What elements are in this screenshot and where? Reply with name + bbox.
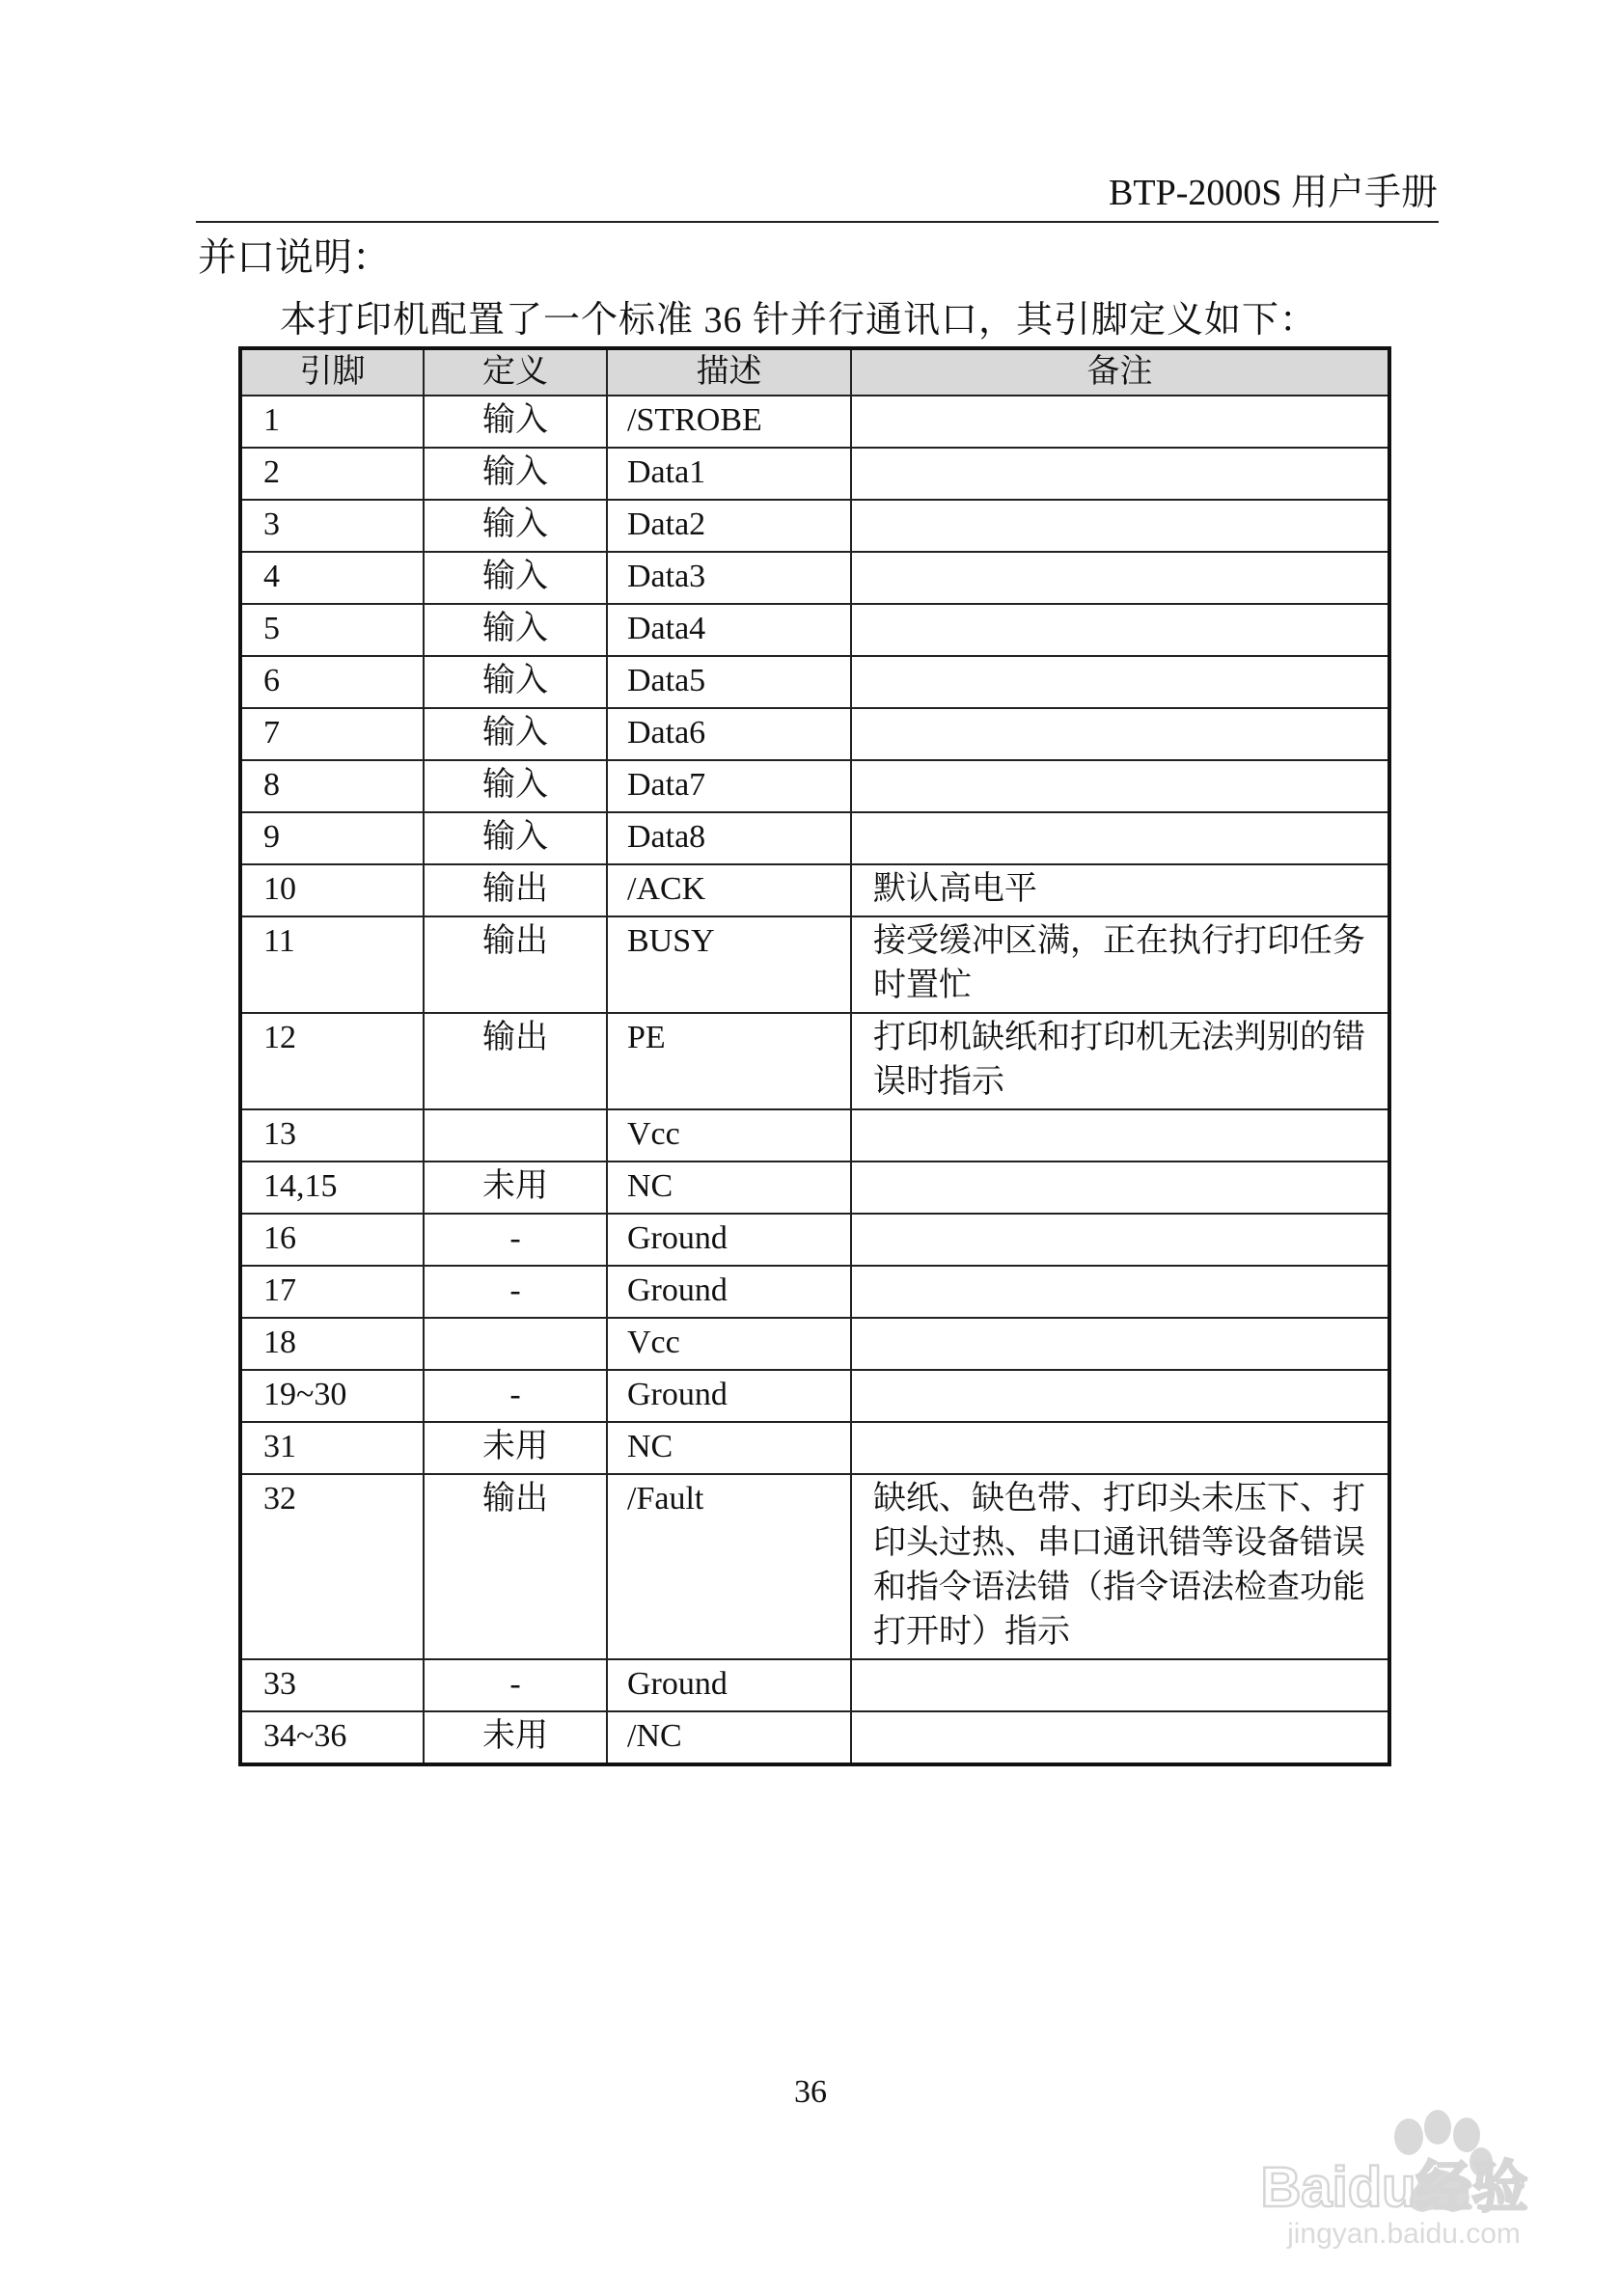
cell-note (851, 1711, 1389, 1764)
table-row (240, 1266, 1389, 1318)
table-row (240, 1318, 1389, 1370)
cell-note (851, 1318, 1389, 1370)
cell-pin: 16 (240, 1214, 424, 1266)
cell-description: Ground (607, 1214, 851, 1266)
table-row (240, 1162, 1389, 1214)
table-row (240, 1659, 1389, 1711)
cell-pin: 14,15 (240, 1162, 424, 1214)
cell-description: Vcc (607, 1109, 851, 1162)
table-row (240, 448, 1389, 500)
watermark-url: jingyan.baidu.com (1287, 2218, 1521, 2250)
page-number: 36 (794, 2074, 827, 2110)
cell-note (851, 1109, 1389, 1162)
cell-note (851, 812, 1389, 864)
cell-description: Data1 (607, 448, 851, 500)
cell-pin: 32 (240, 1474, 424, 1659)
cell-pin: 19~30 (240, 1370, 424, 1422)
table-header-row (240, 348, 1389, 396)
cell-description: /ACK (607, 864, 851, 916)
cell-note (851, 396, 1389, 448)
section-title: 并口说明： (198, 235, 391, 279)
cell-pin: 31 (240, 1422, 424, 1474)
cell-pin: 34~36 (240, 1711, 424, 1764)
cell-description: Vcc (607, 1318, 851, 1370)
cell-pin: 9 (240, 812, 424, 864)
header-description: 描述 (607, 348, 851, 396)
cell-pin: 11 (240, 916, 424, 1013)
table-row (240, 1474, 1389, 1659)
cell-note: 打印机缺纸和打印机无法判别的错误时指示 (851, 1013, 1389, 1109)
cell-description: Data6 (607, 708, 851, 760)
cell-note (851, 1214, 1389, 1266)
table-row (240, 812, 1389, 864)
cell-pin: 6 (240, 656, 424, 708)
header-pin: 引脚 (240, 348, 424, 396)
cell-pin: 2 (240, 448, 424, 500)
cell-description: Data8 (607, 812, 851, 864)
table-row (240, 396, 1389, 448)
cell-pin: 7 (240, 708, 424, 760)
cell-description: /STROBE (607, 396, 851, 448)
cell-note (851, 1370, 1389, 1422)
table-row (240, 1214, 1389, 1266)
cell-pin: 1 (240, 396, 424, 448)
header-note: 备注 (851, 348, 1389, 396)
cell-note (851, 760, 1389, 812)
baidu-jingyan-watermark (1240, 2098, 1558, 2253)
cell-description: Ground (607, 1370, 851, 1422)
cell-note (851, 1659, 1389, 1711)
cell-definition: 未用 (424, 1422, 607, 1474)
cell-note (851, 708, 1389, 760)
cell-description: /Fault (607, 1474, 851, 1659)
table-row (240, 552, 1389, 604)
intro-paragraph: 本打印机配置了一个标准 36 针并行通讯口，其引脚定义如下： (280, 300, 1318, 341)
cell-description: PE (607, 1013, 851, 1109)
cell-pin: 4 (240, 552, 424, 604)
cell-definition: 未用 (424, 1711, 607, 1764)
table-row (240, 760, 1389, 812)
cell-definition: 输入 (424, 812, 607, 864)
table-row (240, 1422, 1389, 1474)
cell-description: Data7 (607, 760, 851, 812)
cell-description: NC (607, 1422, 851, 1474)
cell-note (851, 656, 1389, 708)
cell-note (851, 604, 1389, 656)
table-row (240, 708, 1389, 760)
table-row (240, 1370, 1389, 1422)
cell-pin: 5 (240, 604, 424, 656)
cell-description: BUSY (607, 916, 851, 1013)
cell-pin: 12 (240, 1013, 424, 1109)
cell-pin: 8 (240, 760, 424, 812)
cell-definition: 输出 (424, 916, 607, 1013)
cell-pin: 33 (240, 1659, 424, 1711)
cell-description: NC (607, 1162, 851, 1214)
cell-description: Ground (607, 1659, 851, 1711)
cell-description: Data3 (607, 552, 851, 604)
header-divider (196, 221, 1439, 223)
table-row (240, 1109, 1389, 1162)
cell-definition: - (424, 1214, 607, 1266)
cell-definition: 输出 (424, 864, 607, 916)
cell-definition: 输入 (424, 500, 607, 552)
cell-definition: 未用 (424, 1162, 607, 1214)
cell-definition: - (424, 1370, 607, 1422)
table-body (240, 396, 1389, 1764)
cell-pin: 17 (240, 1266, 424, 1318)
cell-definition: 输入 (424, 656, 607, 708)
cell-note (851, 1266, 1389, 1318)
cell-description: Data2 (607, 500, 851, 552)
cell-definition: - (424, 1659, 607, 1711)
cell-description: Ground (607, 1266, 851, 1318)
cell-definition: 输入 (424, 760, 607, 812)
table-row (240, 864, 1389, 916)
cell-note: 缺纸、缺色带、打印头未压下、打印头过热、串口通讯错等设备错误和指令语法错（指令语法检查功能打开时）指示 (851, 1474, 1389, 1659)
table-row (240, 604, 1389, 656)
header-definition: 定义 (424, 348, 607, 396)
cell-definition (424, 1318, 607, 1370)
header-title: BTP-2000S 用户手册 (1109, 173, 1438, 213)
cell-description: Data5 (607, 656, 851, 708)
cell-description: /NC (607, 1711, 851, 1764)
cell-definition: 输入 (424, 396, 607, 448)
cell-definition: 输出 (424, 1013, 607, 1109)
cell-definition (424, 1109, 607, 1162)
cell-definition: 输入 (424, 604, 607, 656)
pin-definition-table (238, 346, 1391, 1766)
cell-note: 接受缓冲区满，正在执行打印任务时置忙 (851, 916, 1389, 1013)
cell-note (851, 1422, 1389, 1474)
watermark-brand: Baidu经验 (1260, 2156, 1528, 2219)
cell-definition: 输出 (424, 1474, 607, 1659)
cell-note (851, 552, 1389, 604)
cell-pin: 18 (240, 1318, 424, 1370)
table-row (240, 1711, 1389, 1764)
cell-definition: - (424, 1266, 607, 1318)
cell-note (851, 448, 1389, 500)
cell-pin: 10 (240, 864, 424, 916)
cell-definition: 输入 (424, 448, 607, 500)
cell-note (851, 1162, 1389, 1214)
table-row (240, 916, 1389, 1013)
cell-pin: 3 (240, 500, 424, 552)
cell-definition: 输入 (424, 708, 607, 760)
cell-description: Data4 (607, 604, 851, 656)
cell-note: 默认高电平 (851, 864, 1389, 916)
table-row (240, 500, 1389, 552)
table-row (240, 656, 1389, 708)
cell-pin: 13 (240, 1109, 424, 1162)
cell-note (851, 500, 1389, 552)
table-row (240, 1013, 1389, 1109)
cell-definition: 输入 (424, 552, 607, 604)
